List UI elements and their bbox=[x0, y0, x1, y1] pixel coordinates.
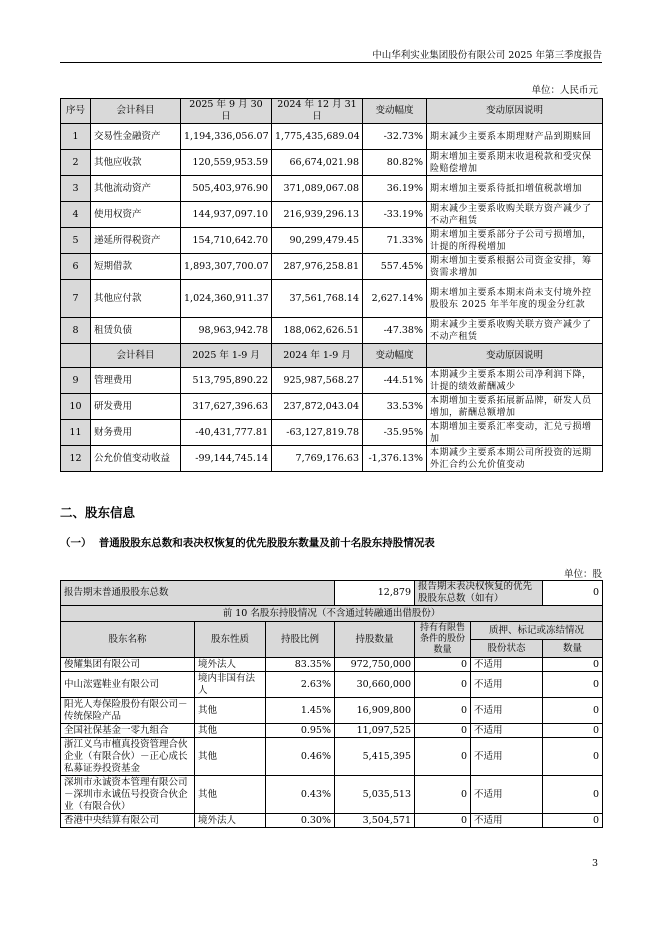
change-pct: -32.73% bbox=[363, 124, 427, 150]
account-item: 管理费用 bbox=[91, 368, 181, 394]
holder-count: 0 bbox=[543, 672, 603, 698]
value-prior: 37,561,768.14 bbox=[272, 280, 363, 318]
col-header: 持股数量 bbox=[335, 622, 415, 658]
account-item: 其他流动资产 bbox=[91, 176, 181, 202]
value-current: -99,144,745.14 bbox=[181, 446, 272, 472]
col-header: 会计科目 bbox=[91, 344, 181, 368]
row-number: 1 bbox=[61, 124, 91, 150]
holder-name: 深圳市永诚资本管理有限公司－深圳市永诚伍号投资合伙企业（有限合伙） bbox=[61, 776, 195, 814]
col-header: 变动幅度 bbox=[363, 99, 427, 124]
table-row bbox=[61, 176, 603, 202]
change-pct: -1,376.13% bbox=[363, 446, 427, 472]
holder-nature: 境外法人 bbox=[195, 814, 266, 828]
share-unit: 单位：股 bbox=[563, 569, 602, 580]
holder-restricted: 0 bbox=[415, 814, 471, 828]
row-number: 9 bbox=[61, 368, 91, 394]
table-row bbox=[61, 202, 603, 228]
change-pct: 2,627.14% bbox=[363, 280, 427, 318]
change-reason: 本期减少主要系本期公司净利润下降，计提的绩效薪酬减少 bbox=[427, 368, 603, 394]
holder-status: 不适用 bbox=[471, 724, 543, 738]
change-reason: 期末增加主要系期末收退税款和受灾保险赔偿增加 bbox=[427, 150, 603, 176]
change-reason: 本期增加主要系汇率变动，汇兑亏损增加 bbox=[427, 420, 603, 446]
col-header: 2024 年 12 月 31 日 bbox=[272, 99, 363, 124]
change-pct: -35.95% bbox=[363, 420, 427, 446]
table-row bbox=[61, 814, 603, 828]
col-header: 持有有限售条件的股份数量 bbox=[415, 622, 471, 658]
pref-holders-value: 0 bbox=[543, 581, 603, 606]
holder-status: 不适用 bbox=[471, 814, 543, 828]
change-reason: 本期减少主要系本期公司所投资的远期外汇合约公允价值变动 bbox=[427, 446, 603, 472]
change-pct: 80.82% bbox=[363, 150, 427, 176]
holder-nature: 其他 bbox=[195, 738, 266, 776]
col-header: 变动原因说明 bbox=[427, 99, 603, 124]
table-row bbox=[61, 724, 603, 738]
table-row bbox=[61, 394, 603, 420]
table-header-row bbox=[61, 99, 603, 124]
row-number: 5 bbox=[61, 228, 91, 254]
change-reason: 期末减少主要系收购关联方资产减少了不动产租赁 bbox=[427, 318, 603, 344]
account-item: 递延所得税资产 bbox=[91, 228, 181, 254]
table-row bbox=[61, 368, 603, 394]
account-item: 使用权资产 bbox=[91, 202, 181, 228]
table-row bbox=[61, 254, 603, 280]
holder-restricted: 0 bbox=[415, 738, 471, 776]
col-header: 股东名称 bbox=[61, 622, 195, 658]
holder-ratio: 0.95% bbox=[266, 724, 335, 738]
holder-ratio: 83.35% bbox=[266, 658, 335, 672]
page-number: 3 bbox=[591, 858, 598, 869]
value-current: 98,963,942.78 bbox=[181, 318, 272, 344]
change-pct: 557.45% bbox=[363, 254, 427, 280]
holder-ratio: 0.43% bbox=[266, 776, 335, 814]
holder-status: 不适用 bbox=[471, 698, 543, 724]
holder-qty: 3,504,571 bbox=[335, 814, 415, 828]
value-current: 513,795,890.22 bbox=[181, 368, 272, 394]
row-number: 12 bbox=[61, 446, 91, 472]
col-header: 变动原因说明 bbox=[427, 344, 603, 368]
value-prior: 66,674,021.98 bbox=[272, 150, 363, 176]
row-number: 6 bbox=[61, 254, 91, 280]
account-item: 短期借款 bbox=[91, 254, 181, 280]
col-header: 数量 bbox=[543, 640, 603, 658]
value-current: 1,194,336,056.07 bbox=[181, 124, 272, 150]
holder-name: 香港中央结算有限公司 bbox=[61, 814, 195, 828]
change-pct: -47.38% bbox=[363, 318, 427, 344]
row-number: 4 bbox=[61, 202, 91, 228]
subsection-title: （一） 普通股股东总数和表决权恢复的优先股股东数量及前十名股东持股情况表 bbox=[60, 537, 435, 549]
holder-nature: 境外法人 bbox=[195, 658, 266, 672]
holder-name: 阳光人寿保险股份有限公司－传统保险产品 bbox=[61, 698, 195, 724]
account-item: 研发费用 bbox=[91, 394, 181, 420]
col-header: 变动幅度 bbox=[363, 344, 427, 368]
value-current: 1,893,307,700.07 bbox=[181, 254, 272, 280]
total-holders-value: 12,879 bbox=[335, 581, 415, 606]
holder-qty: 5,415,395 bbox=[335, 738, 415, 776]
blank-cell bbox=[61, 344, 91, 368]
table-row bbox=[61, 738, 603, 776]
pref-holders-label: 报告期末表决权恢复的优先股股东总数（如有） bbox=[415, 581, 543, 606]
total-holders-label: 报告期末普通股股东总数 bbox=[61, 581, 335, 606]
col-header: 持股比例 bbox=[266, 622, 335, 658]
value-prior: 925,987,568.27 bbox=[272, 368, 363, 394]
row-number: 8 bbox=[61, 318, 91, 344]
table-subheader-row bbox=[61, 344, 603, 368]
value-prior: 7,769,176.63 bbox=[272, 446, 363, 472]
page-header: 中山华利实业集团股份有限公司 2025 年第三季度报告 bbox=[372, 50, 602, 61]
table-row bbox=[61, 280, 603, 318]
value-prior: 90,299,479.45 bbox=[272, 228, 363, 254]
change-pct: -44.51% bbox=[363, 368, 427, 394]
balance-change-table bbox=[60, 98, 603, 472]
holder-nature: 其他 bbox=[195, 698, 266, 724]
col-header: 股份状态 bbox=[471, 640, 543, 658]
change-reason: 期末增加主要系根据公司资金安排，筹资需求增加 bbox=[427, 254, 603, 280]
account-item: 财务费用 bbox=[91, 420, 181, 446]
holder-qty: 11,097,525 bbox=[335, 724, 415, 738]
holder-status: 不适用 bbox=[471, 776, 543, 814]
shareholder-table bbox=[60, 580, 603, 828]
row-number: 11 bbox=[61, 420, 91, 446]
value-prior: 188,062,626.51 bbox=[272, 318, 363, 344]
account-item: 交易性金融资产 bbox=[91, 124, 181, 150]
value-current: 505,403,976.90 bbox=[181, 176, 272, 202]
value-prior: 1,775,435,689.04 bbox=[272, 124, 363, 150]
holder-restricted: 0 bbox=[415, 698, 471, 724]
change-pct: 33.53% bbox=[363, 394, 427, 420]
section-title: 二、股东信息 bbox=[60, 505, 136, 520]
holder-restricted: 0 bbox=[415, 672, 471, 698]
col-header: 股东性质 bbox=[195, 622, 266, 658]
col-header: 序号 bbox=[61, 99, 91, 124]
holder-count: 0 bbox=[543, 658, 603, 672]
change-reason: 期末增加主要系部分子公司亏损增加，计提的所得税增加 bbox=[427, 228, 603, 254]
summary-row bbox=[61, 581, 603, 606]
holder-ratio: 0.30% bbox=[266, 814, 335, 828]
change-pct: 36.19% bbox=[363, 176, 427, 202]
holder-count: 0 bbox=[543, 776, 603, 814]
holder-restricted: 0 bbox=[415, 724, 471, 738]
holder-status: 不适用 bbox=[471, 672, 543, 698]
holder-count: 0 bbox=[543, 698, 603, 724]
value-prior: 287,976,258.81 bbox=[272, 254, 363, 280]
holder-status: 不适用 bbox=[471, 658, 543, 672]
table-row bbox=[61, 446, 603, 472]
table-row bbox=[61, 776, 603, 814]
change-reason: 期末增加主要系本期末尚未支付境外控股股东 2025 年半年度的现金分红款 bbox=[427, 280, 603, 318]
value-prior: 216,939,296.13 bbox=[272, 202, 363, 228]
currency-unit: 单位：人民币元 bbox=[531, 85, 598, 96]
holder-nature: 其他 bbox=[195, 724, 266, 738]
col-header: 2025 年 1-9 月 bbox=[181, 344, 272, 368]
value-current: 144,937,097.10 bbox=[181, 202, 272, 228]
holder-name: 全国社保基金一零九组合 bbox=[61, 724, 195, 738]
value-prior: 237,872,043.04 bbox=[272, 394, 363, 420]
value-current: 120,559,953.59 bbox=[181, 150, 272, 176]
top10-title: 前 10 名股东持股情况（不含通过转融通出借股份） bbox=[61, 606, 603, 622]
table-header-row bbox=[61, 622, 603, 640]
account-item: 其他应付款 bbox=[91, 280, 181, 318]
change-reason: 期末减少主要系本期理财产品到期赎回 bbox=[427, 124, 603, 150]
holder-status: 不适用 bbox=[471, 738, 543, 776]
col-header: 质押、标记或冻结情况 bbox=[471, 622, 603, 640]
holder-nature: 境内非国有法人 bbox=[195, 672, 266, 698]
holder-restricted: 0 bbox=[415, 776, 471, 814]
col-header: 2025 年 9 月 30 日 bbox=[181, 99, 272, 124]
value-current: -40,431,777.81 bbox=[181, 420, 272, 446]
header-divider bbox=[60, 62, 602, 63]
change-pct: -33.19% bbox=[363, 202, 427, 228]
table-row bbox=[61, 124, 603, 150]
holder-qty: 16,909,800 bbox=[335, 698, 415, 724]
change-pct: 71.33% bbox=[363, 228, 427, 254]
table-row bbox=[61, 150, 603, 176]
holder-ratio: 2.63% bbox=[266, 672, 335, 698]
change-reason: 本期增加主要系拓展新品牌，研发人员增加，薪酬总额增加 bbox=[427, 394, 603, 420]
change-reason: 期末减少主要系收购关联方资产减少了不动产租赁 bbox=[427, 202, 603, 228]
account-item: 公允价值变动收益 bbox=[91, 446, 181, 472]
holder-count: 0 bbox=[543, 738, 603, 776]
change-reason: 期末增加主要系待抵扣增值税款增加 bbox=[427, 176, 603, 202]
value-current: 317,627,396.63 bbox=[181, 394, 272, 420]
account-item: 其他应收款 bbox=[91, 150, 181, 176]
table-row bbox=[61, 420, 603, 446]
table-row bbox=[61, 698, 603, 724]
table-row bbox=[61, 228, 603, 254]
holder-ratio: 1.45% bbox=[266, 698, 335, 724]
col-header: 2024 年 1-9 月 bbox=[272, 344, 363, 368]
table-row bbox=[61, 658, 603, 672]
holder-ratio: 0.46% bbox=[266, 738, 335, 776]
top10-title-row bbox=[61, 606, 603, 622]
value-current: 154,710,642.70 bbox=[181, 228, 272, 254]
value-prior: -63,127,819.78 bbox=[272, 420, 363, 446]
table-row bbox=[61, 672, 603, 698]
holder-count: 0 bbox=[543, 814, 603, 828]
holder-qty: 30,660,000 bbox=[335, 672, 415, 698]
value-prior: 371,089,067.08 bbox=[272, 176, 363, 202]
holder-name: 中山浤霆鞋业有限公司 bbox=[61, 672, 195, 698]
account-item: 租赁负债 bbox=[91, 318, 181, 344]
table-row bbox=[61, 318, 603, 344]
holder-name: 俊耀集团有限公司 bbox=[61, 658, 195, 672]
row-number: 7 bbox=[61, 280, 91, 318]
holder-restricted: 0 bbox=[415, 658, 471, 672]
holder-qty: 5,035,513 bbox=[335, 776, 415, 814]
holder-count: 0 bbox=[543, 724, 603, 738]
row-number: 3 bbox=[61, 176, 91, 202]
holder-qty: 972,750,000 bbox=[335, 658, 415, 672]
row-number: 10 bbox=[61, 394, 91, 420]
value-current: 1,024,360,911.37 bbox=[181, 280, 272, 318]
holder-name: 浙江义乌市檀真投资管理合伙企业（有限合伙）－正心成长私募证券投资基金 bbox=[61, 738, 195, 776]
col-header: 会计科目 bbox=[91, 99, 181, 124]
row-number: 2 bbox=[61, 150, 91, 176]
holder-nature: 其他 bbox=[195, 776, 266, 814]
